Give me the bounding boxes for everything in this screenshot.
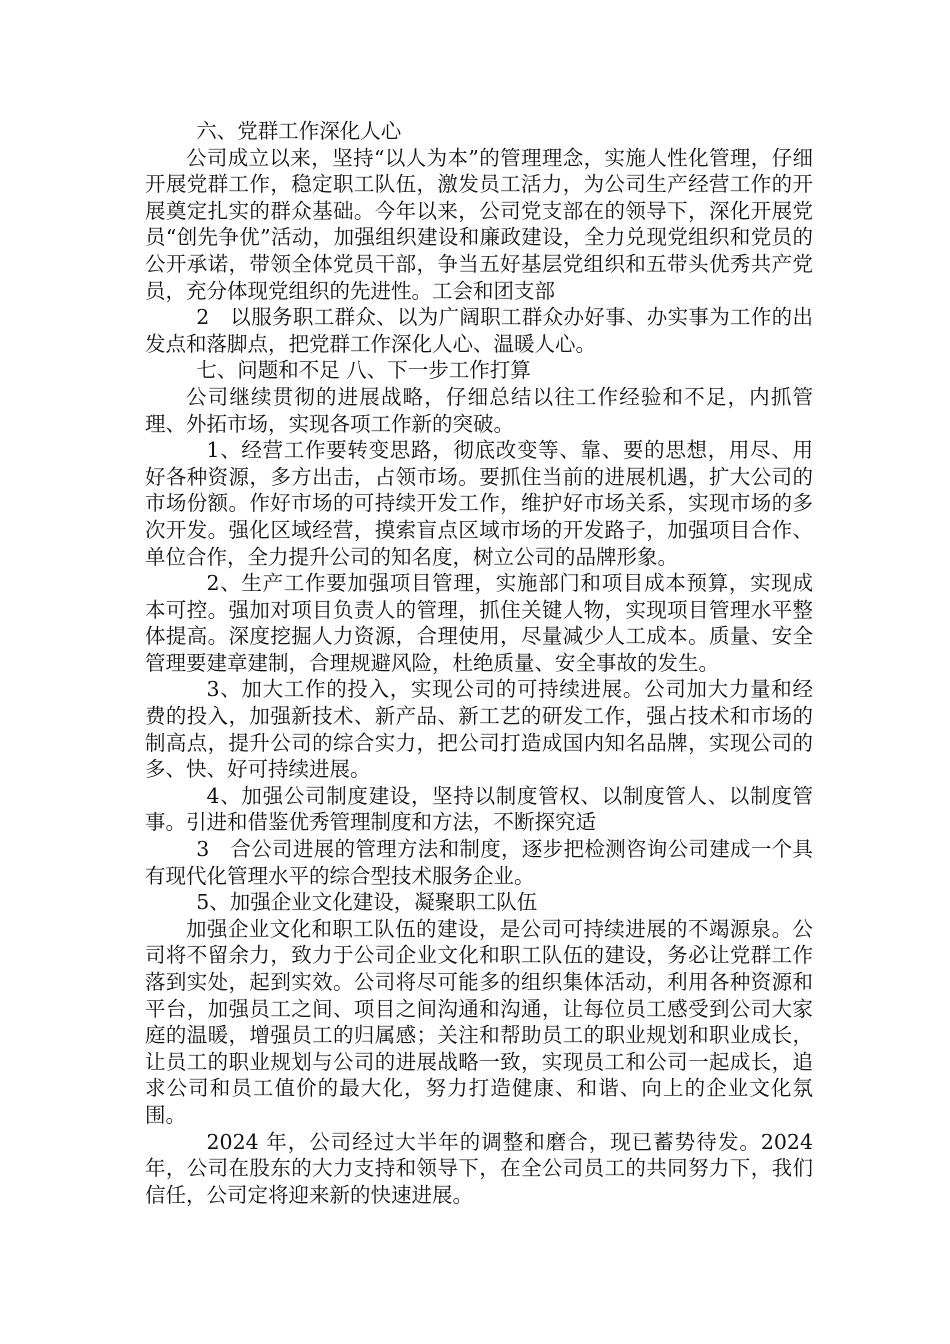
paragraph-closing: 2024 年，公司经过大半年的调整和磨合，现已蓄势待发。2024 年，公司在股东的大力支持和领导下，在全公司员工的共同努力下，我们信任，公司定将迎来新的快速进展。: [145, 1129, 813, 1207]
paragraph-culture: 加强企业文化和职工队伍的建设，是公司可持续进展的不竭源泉。公司将不留余力，致力于公司企业文化和职工队伍的建设，务必让党群工作落到实处，起到实效。公司将尽可能多的组织集体活动，利用各种资源和平台，加强员工之间、项目之间沟通和沟通，让每位员工感受到公司大家庭的温暖，增强员工的归属感；关注和帮助员工的职业规划和职业成长，让员工的职业规划与公司的进展战略一致，实现员工和公司一起成长，追求公司和员工值价的最大化，努力打造健康、和谐、向上的企业文化氛围。: [145, 916, 813, 1127]
paragraph-party-work-cont: 2 以服务职工群众、以为广阔职工群众办好事、办实事为工作的出发点和落脚点，把党群工作深化人心、温暖人心。: [145, 305, 813, 356]
paragraph-strategy: 公司继续贯彻的进展战略，仔细总结以往工作经验和不足，内抓管理、外拓市场，实现各项工作新的突破。: [145, 384, 813, 436]
list-item-production: 2、生产工作要加强项目管理，实施部门和项目成本预算，实现成本可控。强加对项目负责人的管理，抓住关键人物，实现项目管理水平整体提高。深度挖掘人力资源，合理使用，尽量减少人工成本。质量、安全管理要建章建制，合理规避风险，杜绝质量、安全事故的发生。: [145, 571, 813, 675]
list-item-culture-heading: 5、加强企业文化建设，凝聚职工队伍: [196, 890, 538, 915]
section-heading-next-steps: 七、问题和不足 八、下一步工作打算: [196, 358, 531, 383]
list-item-institution-cont: 3 合公司进展的管理方法和制度，逐步把检测咨询公司建成一个具有现代化管理水平的综合型技术服务企业。: [145, 837, 813, 888]
list-item-business: 1、经营工作要转变思路，彻底改变等、靠、要的思想，用尽、用好各种资源，多方出击，占领市场。要抓住当前的进展机遇，扩大公司的市场份额。作好市场的可持续开发工作，维护好市场关系，实现市场的多次开发。强化区域经营，摸索盲点区域市场的开发路子，加强项目合作、单位合作，全力提升公司的知名度，树立公司的品牌形象。: [145, 438, 813, 569]
paragraph-party-work: 公司成立以来，坚持“以人为本”的管理理念，实施人性化管理，仔细开展党群工作，稳定职工队伍，激发员工活力，为公司生产经营工作的开展奠定扎实的群众基础。今年以来，公司党支部在的领导下，深化开展党员“创先争优”活动，加强组织建设和廉政建设，全力兑现党组织和党员的公开承诺，带领全体党员干部，争当五好基层党组织和五带头优秀共产党员，充分体现党组织的先进性。工会和团支部: [145, 145, 813, 303]
list-item-institution: 4、加强公司制度建设，坚持以制度管权、以制度管人、以制度管事。引进和借鉴优秀管理制度和方法，不断探究适: [145, 783, 813, 835]
section-heading-party-work: 六、党群工作深化人心: [196, 119, 402, 143]
list-item-investment: 3、加大工作的投入，实现公司的可持续进展。公司加大力量和经费的投入，加强新技术、新产品、新工艺的研发工作，强占技术和市场的制高点，提升公司的综合实力，把公司打造成国内知名品牌，实现公司的多、快、好可持续进展。: [145, 677, 813, 782]
document-body: [145, 118, 813, 1208]
